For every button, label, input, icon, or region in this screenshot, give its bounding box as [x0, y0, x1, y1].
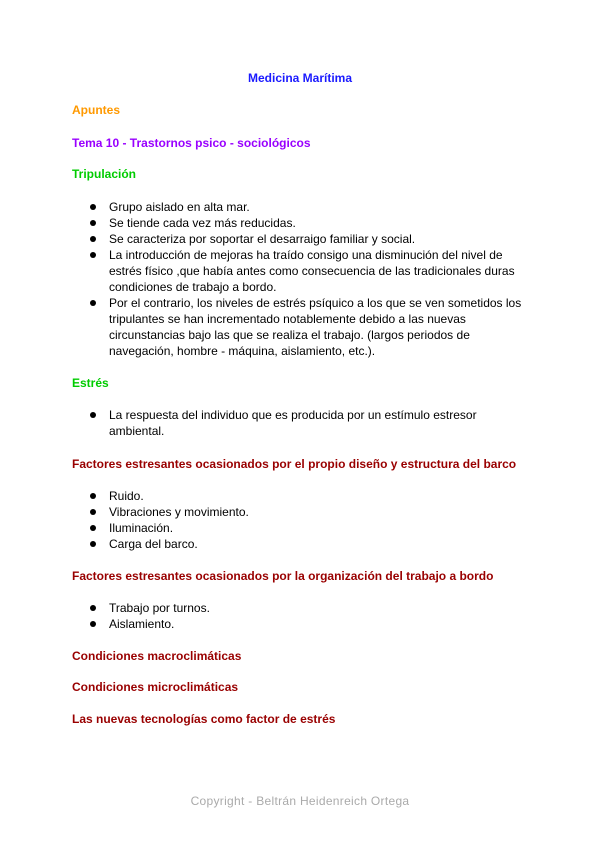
list-item: Carga del barco.	[72, 536, 532, 552]
list-item: Se caracteriza por soportar el desarraigo familiar y social.	[72, 231, 532, 247]
list-item: La introducción de mejoras ha traído consigo una disminución del nivel de estrés físico ,que había antes como consecuencia de las tradicionales duras condiciones de trabajo a bordo.	[72, 247, 532, 295]
factores-diseno-heading: Factores estresantes ocasionados por el propio diseño y estructura del barco	[72, 457, 517, 471]
page-title: Medicina Marítima	[247, 71, 353, 85]
estres-list	[72, 407, 532, 439]
list-item: Iluminación.	[72, 520, 532, 536]
bullet-icon	[90, 493, 96, 499]
section-apuntes-heading: Apuntes	[72, 103, 120, 117]
bullet-icon	[90, 220, 96, 226]
tripulacion-heading: Tripulación	[72, 167, 137, 181]
bullet-icon	[90, 605, 96, 611]
bullet-icon	[90, 621, 96, 627]
list-item: La respuesta del individuo que es producida por un estímulo estresor ambiental.	[72, 407, 532, 439]
condiciones-micro-heading: Condiciones microclimáticas	[72, 680, 239, 694]
estres-heading: Estrés	[72, 376, 109, 390]
list-item: Grupo aislado en alta mar.	[72, 199, 532, 215]
copyright-footer: Copyright - Beltrán Heidenreich Ortega	[190, 794, 410, 808]
tripulacion-list	[72, 199, 532, 359]
bullet-icon	[90, 236, 96, 242]
bullet-icon	[90, 204, 96, 210]
bullet-icon	[90, 541, 96, 547]
factores-organizacion-list	[72, 600, 532, 632]
bullet-icon	[90, 300, 96, 306]
list-item: Ruido.	[72, 488, 532, 504]
tema-heading: Tema 10 - Trastornos psico - sociológicos	[72, 136, 311, 150]
bullet-icon	[90, 252, 96, 258]
bullet-icon	[90, 412, 96, 418]
bullet-icon	[90, 525, 96, 531]
list-item: Aislamiento.	[72, 616, 532, 632]
nuevas-tecnologias-heading: Las nuevas tecnologías como factor de estrés	[72, 712, 336, 726]
factores-organizacion-heading: Factores estresantes ocasionados por la organización del trabajo a bordo	[72, 569, 494, 583]
list-item: Trabajo por turnos.	[72, 600, 532, 616]
list-item: Se tiende cada vez más reducidas.	[72, 215, 532, 231]
bullet-icon	[90, 509, 96, 515]
list-item: Vibraciones y movimiento.	[72, 504, 532, 520]
list-item: Por el contrario, los niveles de estrés psíquico a los que se ven sometidos los tripulantes se han incrementado notablemente debido a las nuevas circunstancias bajo las que se realiza el trabajo. (largos periodos de navegación, hombre - máquina, aislamiento, etc.).	[72, 295, 532, 359]
condiciones-macro-heading: Condiciones macroclimáticas	[72, 649, 242, 663]
factores-diseno-list	[72, 488, 532, 552]
